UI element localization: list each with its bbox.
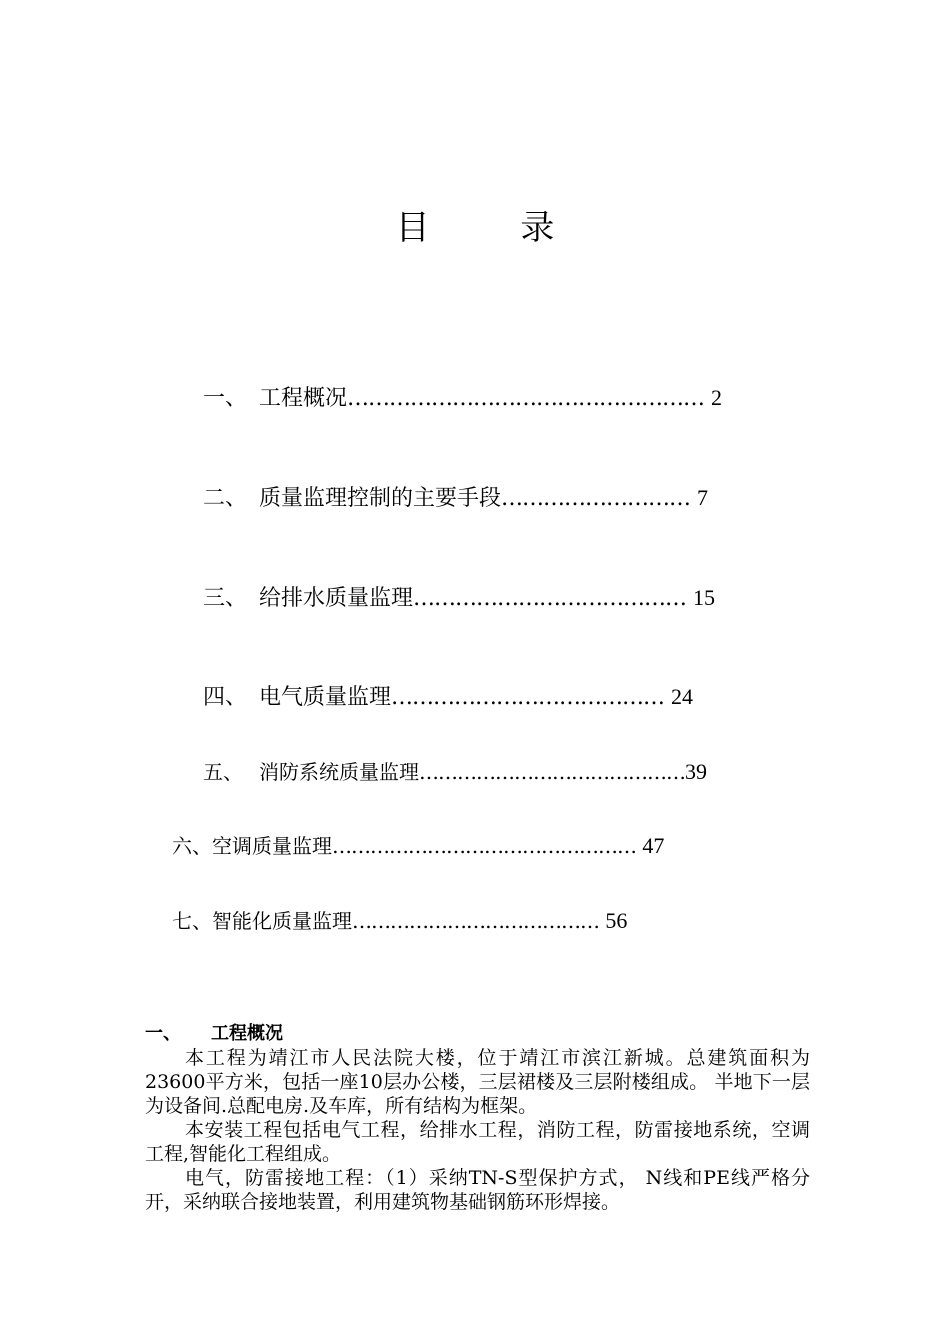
toc-entry-3[interactable] bbox=[203, 583, 715, 614]
toc-number: 四、 bbox=[203, 685, 248, 710]
toc-title: 工程概况 bbox=[259, 386, 348, 411]
toc-entry-4[interactable] bbox=[203, 682, 693, 713]
toc-page-number: 56 bbox=[605, 908, 628, 933]
toc-title: 消防系统质量监理 bbox=[259, 760, 419, 784]
toc-entry-1[interactable] bbox=[203, 383, 722, 414]
toc-page-number: 24 bbox=[671, 684, 694, 709]
toc-page-number: 47 bbox=[642, 833, 665, 858]
toc-leader-dots: ……………………… bbox=[501, 486, 691, 511]
toc-page-number: 15 bbox=[693, 585, 716, 610]
toc-title: 给排水质量监理 bbox=[259, 586, 414, 611]
toc-number: 二、 bbox=[203, 486, 248, 511]
toc-number: 七、 bbox=[172, 909, 212, 933]
toc-leader-dots: …………………………………… bbox=[419, 760, 685, 784]
toc-number: 三、 bbox=[203, 586, 248, 611]
toc-number: 一、 bbox=[203, 386, 248, 411]
toc-title: 电气质量监理 bbox=[259, 685, 392, 710]
toc-title: 质量监理控制的主要手段 bbox=[259, 486, 502, 511]
toc-entry-5[interactable] bbox=[203, 757, 707, 787]
toc-number: 五、 bbox=[203, 760, 243, 784]
toc-leader-dots: ………………………………………… bbox=[332, 834, 636, 858]
toc-entry-2[interactable] bbox=[203, 483, 708, 514]
toc-page-number: 7 bbox=[697, 485, 709, 510]
toc-number: 六、 bbox=[172, 834, 212, 858]
toc-entry-7[interactable] bbox=[172, 906, 627, 936]
toc-title: 空调质量监理 bbox=[212, 834, 332, 858]
toc-leader-dots: ………………………………… bbox=[352, 909, 599, 933]
toc-leader-dots: ………………………………… bbox=[391, 685, 665, 710]
toc-page-number: 2 bbox=[711, 385, 723, 410]
section-heading-number: 一、 bbox=[145, 1023, 181, 1044]
toc-leader-dots: …………………………………………… bbox=[347, 386, 705, 411]
page-title: 目 录 bbox=[395, 208, 595, 248]
toc-page-number: 39 bbox=[685, 759, 707, 784]
toc-title: 智能化质量监理 bbox=[212, 909, 352, 933]
paragraph: 电气，防雷接地工程：（1）采纳TN-S型保护方式， N线和PE线严格分开，采纳联合接地装置，利用建筑物基础钢筋环形焊接。 bbox=[145, 1167, 810, 1213]
section-heading bbox=[145, 1022, 810, 1046]
paragraph: 本工程为靖江市人民法院大楼，位于靖江市滨江新城。总建筑面积为23600平方米，包括一座10层办公楼，三层裙楼及三层附楼组成。 半地下一层为设备间.总配电房.及车库，所有结构为框架。 bbox=[145, 1047, 810, 1117]
paragraph: 本安装工程包括电气工程，给排水工程，消防工程，防雷接地系统，空调工程,智能化工程组成。 bbox=[145, 1119, 810, 1165]
section-project-overview bbox=[145, 1022, 810, 1214]
toc-entry-6[interactable] bbox=[172, 831, 664, 861]
section-heading-text: 工程概况 bbox=[211, 1023, 283, 1044]
toc-leader-dots: ………………………………… bbox=[413, 586, 687, 611]
